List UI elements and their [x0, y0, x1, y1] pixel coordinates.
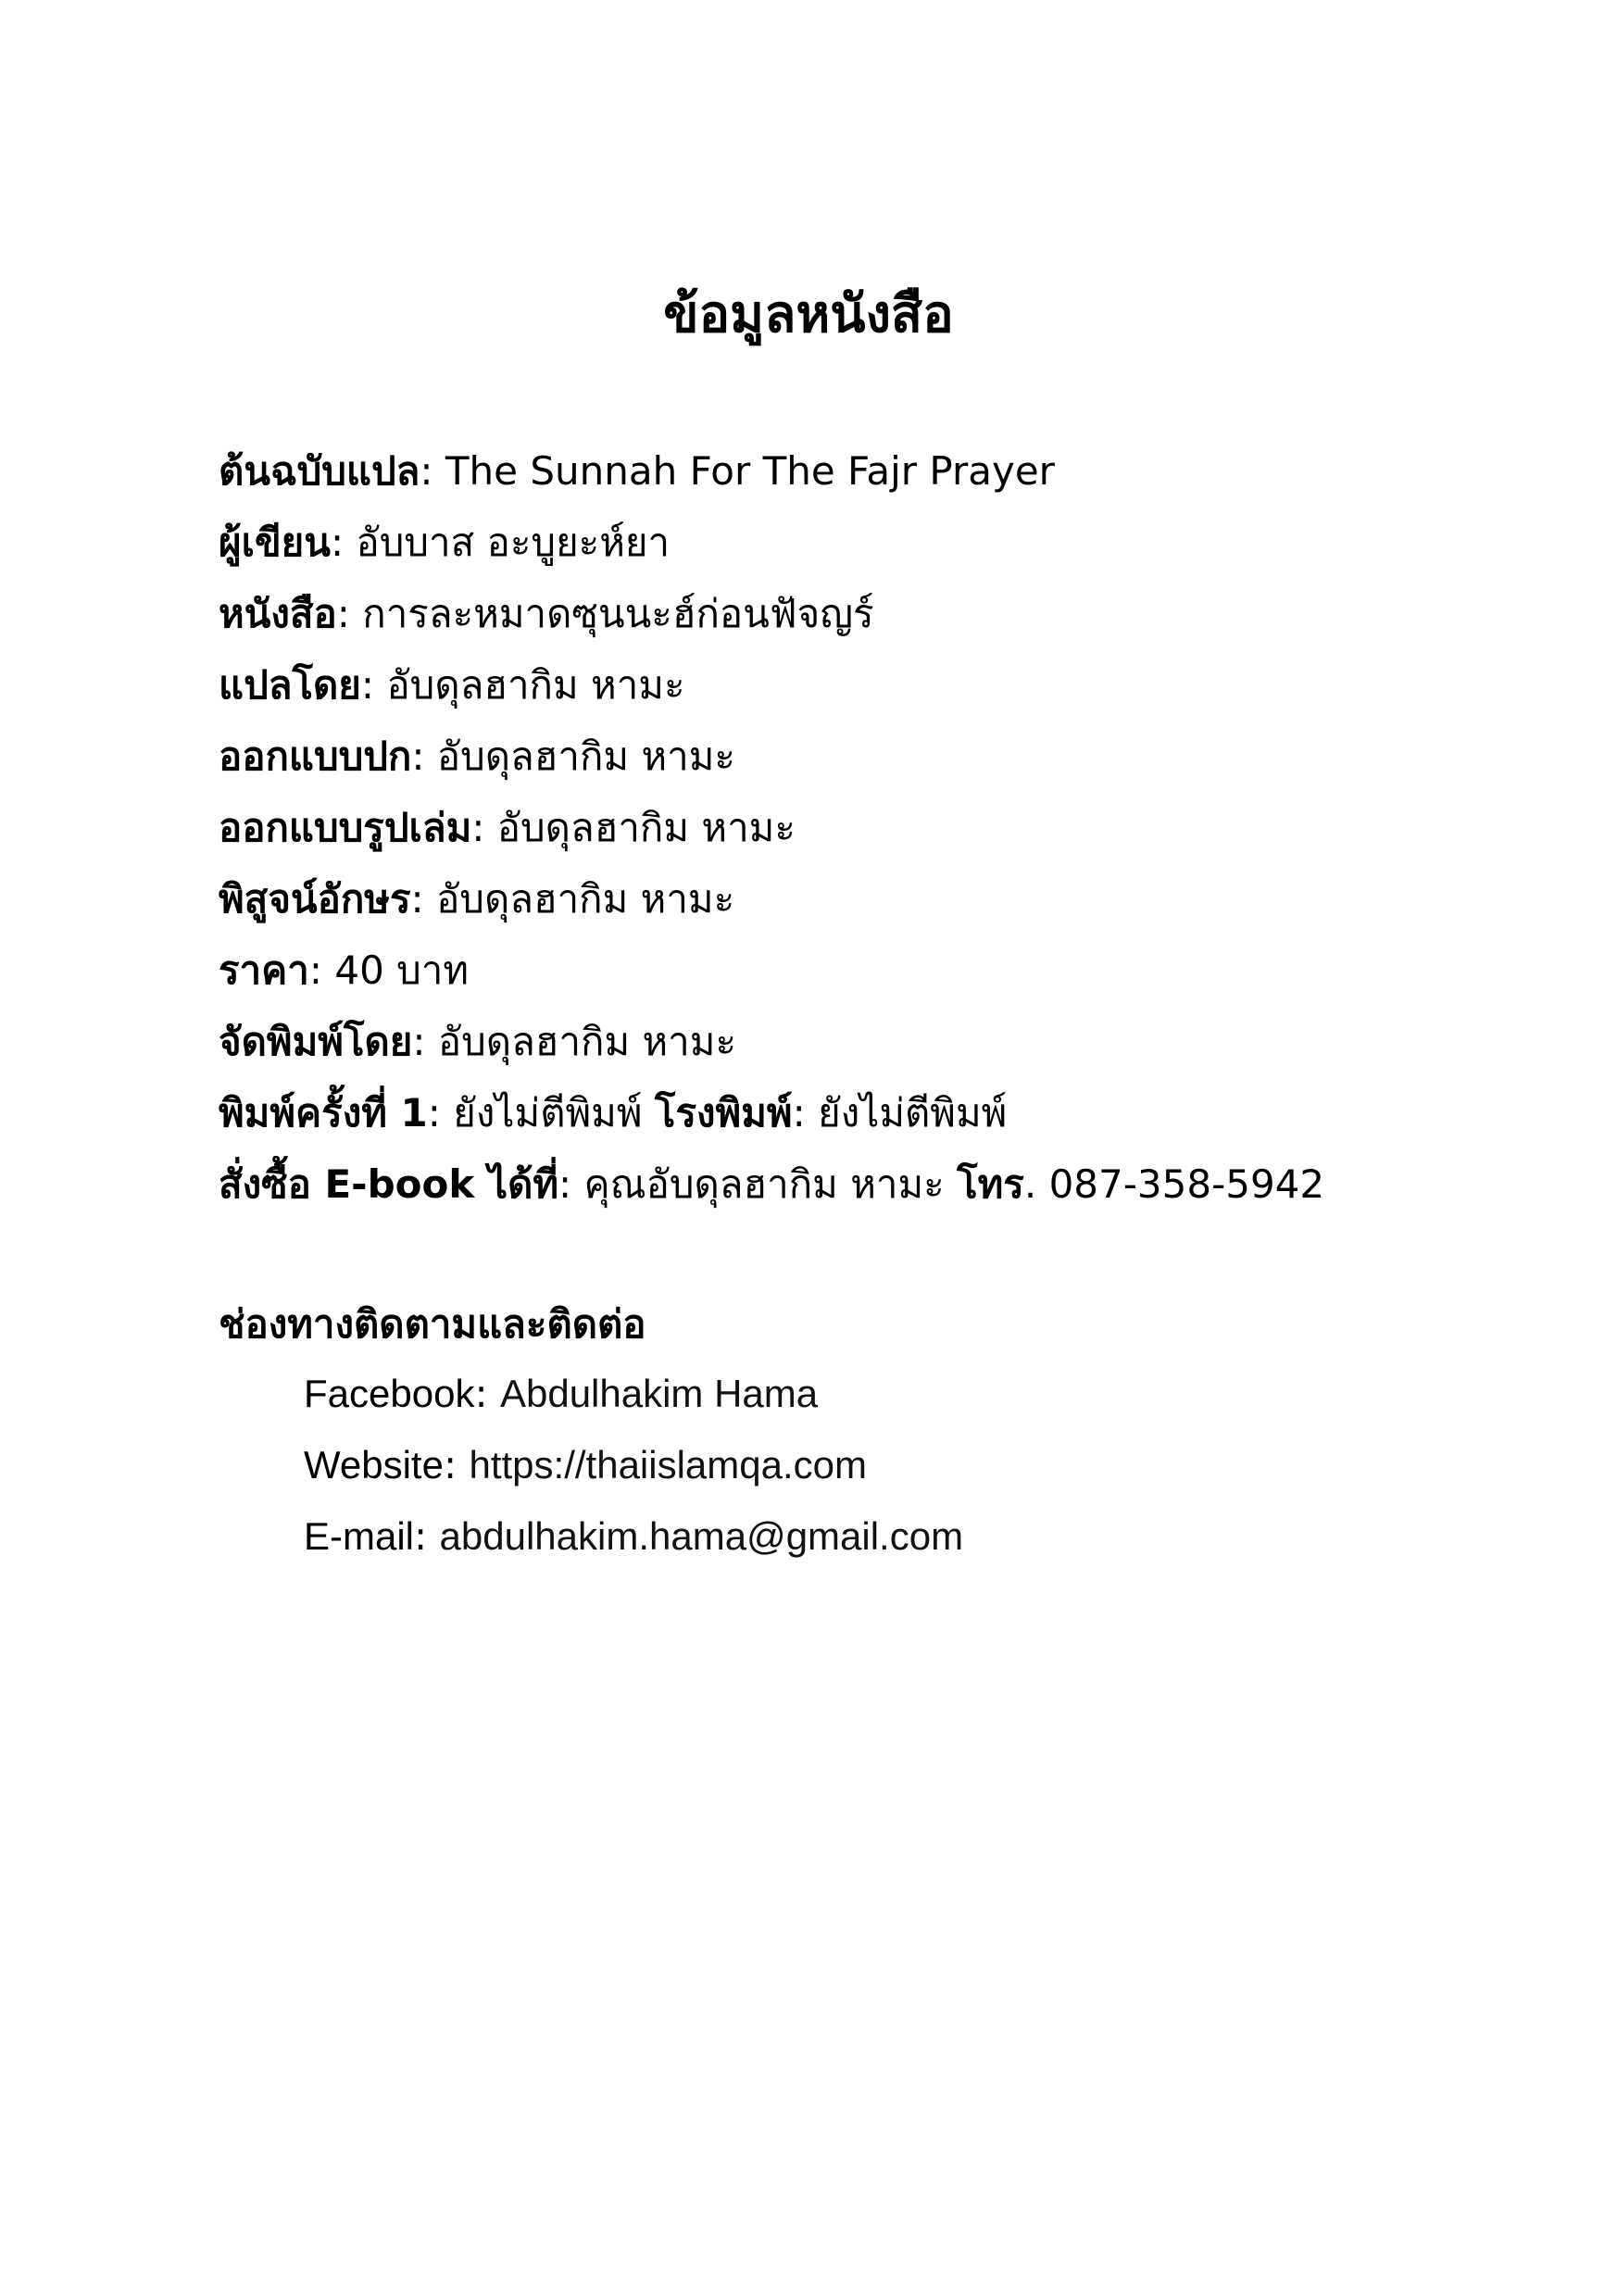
info-row-author: ผู้เขียน: อับบาส อะบูยะห์ยา	[219, 520, 671, 565]
info-label: ออกแบบปก	[219, 734, 412, 779]
info-value: อับดุลฮากิม หามะ	[436, 876, 735, 922]
info-row-publisher: จัดพิมพ์โดย: อับดุลฮากิม หามะ	[219, 1019, 737, 1064]
info-label: พิสูจน์อักษร	[219, 876, 411, 922]
info-row-price: ราคา: 40 บาท	[219, 947, 470, 993]
info-row-original: ต้นฉบับแปล: The Sunnah For The Fajr Prayer	[219, 448, 1055, 494]
info-row-order: สั่งซื้อ E-book ได้ที่: คุณอับดุลฮากิม หามะ โทร. 087-358-5942	[219, 1161, 1325, 1207]
info-row-cover-design: ออกแบบปก: อับดุลฮากิม หามะ	[219, 734, 735, 779]
page-title: ข้อมูลหนังสือ	[663, 284, 954, 345]
info-row-layout-design: ออกแบบรูปเล่ม: อับดุลฮากิม หามะ	[219, 805, 796, 850]
email-link[interactable]: abdulhakim.hama@gmail.com	[439, 1514, 964, 1558]
info-value: อับดุลฮากิม หามะ	[436, 734, 735, 779]
info-row-book: หนังสือ: การละหมาดซุนนะฮ์ก่อนฟัจญร์	[219, 591, 874, 636]
info-value: 40 บาท	[334, 947, 470, 993]
contact-row-facebook: Facebook: Abdulhakim Hama	[304, 1371, 819, 1416]
order-label: สั่งซื้อ E-book ได้ที่	[219, 1161, 559, 1207]
info-label: หนังสือ	[219, 591, 337, 636]
printer-label: โรงพิมพ์	[654, 1090, 793, 1135]
info-label: ผู้เขียน	[219, 520, 331, 565]
info-value: The Sunnah For The Fajr Prayer	[445, 448, 1055, 494]
info-label: ต้นฉบับแปล	[219, 448, 420, 494]
contact-label: Facebook	[304, 1372, 475, 1415]
info-value: อับดุลฮากิม หามะ	[496, 805, 796, 850]
info-value: อับดุลฮากิม หามะ	[386, 662, 685, 708]
info-value: การละหมาดซุนนะฮ์ก่อนฟัจญร์	[362, 591, 874, 636]
contact-label: E-mail	[304, 1514, 415, 1558]
contact-row-email: E-mail: abdulhakim.hama@gmail.com	[304, 1513, 964, 1559]
info-row-proofreading: พิสูจน์อักษร: อับดุลฮากิม หามะ	[219, 876, 735, 922]
info-label: ราคา	[219, 947, 309, 993]
edition-value: ยังไม่ตีพิมพ์	[453, 1090, 643, 1135]
phone-value: 087-358-5942	[1048, 1161, 1325, 1207]
contact-heading: ช่องทางติดตามและติดต่อ	[219, 1301, 646, 1347]
info-row-printing: พิมพ์ครั้งที่ 1: ยังไม่ตีพิมพ์ โรงพิมพ์: ยังไม่ตีพิมพ์	[219, 1090, 1008, 1135]
book-info-list	[219, 435, 1552, 1220]
info-value: อับดุลฮากิม หามะ	[437, 1019, 737, 1064]
facebook-link[interactable]: Abdulhakim Hama	[499, 1372, 819, 1415]
website-link[interactable]: https://thaiislamqa.com	[469, 1443, 867, 1487]
order-value: คุณอับดุลฮากิม หามะ	[583, 1161, 945, 1207]
contact-row-website: Website: https://thaiislamqa.com	[304, 1442, 867, 1487]
contact-label: Website	[304, 1443, 444, 1487]
info-label: ออกแบบรูปเล่ม	[219, 805, 472, 850]
info-label: จัดพิมพ์โดย	[219, 1019, 413, 1064]
info-row-translator: แปลโดย: อับดุลฮากิม หามะ	[219, 662, 685, 708]
phone-label: โทร	[957, 1161, 1024, 1207]
info-value: อับบาส อะบูยะห์ยา	[356, 520, 671, 565]
edition-label: พิมพ์ครั้งที่ 1	[219, 1090, 428, 1135]
printer-value: ยังไม่ตีพิมพ์	[818, 1090, 1008, 1135]
contact-list	[304, 1358, 1508, 1572]
info-label: แปลโดย	[219, 662, 361, 708]
